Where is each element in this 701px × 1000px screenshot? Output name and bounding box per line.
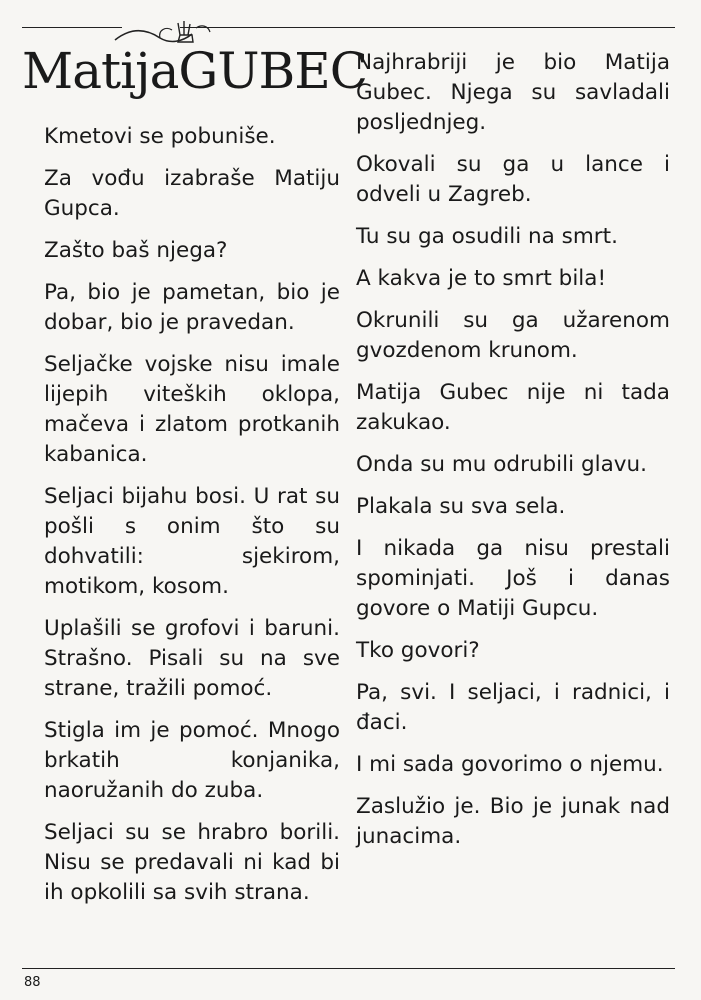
paragraph: Stigla im je pomoć. Mnogo brkatih konjanika, naoružanih do zuba.	[44, 718, 340, 803]
title-second-word: GUBEC	[178, 42, 367, 100]
paragraph: Pa, svi. I seljaci, i radnici, i đaci.	[356, 680, 670, 735]
paragraph: Okrunili su ga užarenom gvozdenom krunom.	[356, 308, 670, 363]
bottom-rule	[22, 968, 675, 969]
paragraph: Onda su mu odrubili glavu.	[356, 452, 647, 477]
paragraph: Zaslužio je. Bio je junak nad junacima.	[356, 794, 670, 849]
title-block	[22, 20, 367, 120]
page-title	[22, 42, 367, 100]
paragraph: I mi sada govorimo o njemu.	[356, 752, 664, 777]
paragraph: Uplašili se grofovi i baruni. Strašno. Pisali su na sve strane, tražili pomoć.	[44, 616, 340, 701]
paragraph: Plakala su sva sela.	[356, 494, 566, 519]
paragraph: Za vođu izabraše Matiju Gupca.	[44, 166, 340, 221]
paragraph: Seljačke vojske nisu imale lijepih viteških oklopa, mačeva i zlatom protkanih kabanica.	[44, 352, 340, 467]
page-number: 88	[24, 975, 41, 990]
paragraph: Najhrabriji je bio Matija Gubec. Njega su savladali posljednjeg.	[356, 50, 670, 135]
paragraph: Kmetovi se pobuniše.	[44, 124, 276, 149]
title-first-word: Matija	[22, 42, 179, 100]
paragraph: Zašto baš njega?	[44, 238, 228, 263]
paragraph: Tko govori?	[356, 638, 480, 663]
paragraph: I nikada ga nisu prestali spominjati. Još i danas govore o Matiji Gupcu.	[356, 536, 670, 621]
paragraph: Okovali su ga u lance i odveli u Zagreb.	[356, 152, 670, 207]
paragraph: Pa, bio je pametan, bio je dobar, bio je pravedan.	[44, 280, 340, 335]
paragraph: Seljaci su se hrabro borili. Nisu se predavali ni kad bi ih opkolili sa svih strana.	[44, 820, 340, 905]
paragraph: Seljaci bijahu bosi. U rat su pošli s onim što su dohvatili: sjekirom, motikom, kosom.	[44, 484, 340, 599]
paragraph: A kakva je to smrt bila!	[356, 266, 607, 291]
paragraph: Matija Gubec nije ni tada zakukao.	[356, 380, 670, 435]
right-text-column	[356, 48, 670, 864]
paragraph: Tu su ga osudili na smrt.	[356, 224, 618, 249]
left-text-column	[44, 122, 340, 920]
